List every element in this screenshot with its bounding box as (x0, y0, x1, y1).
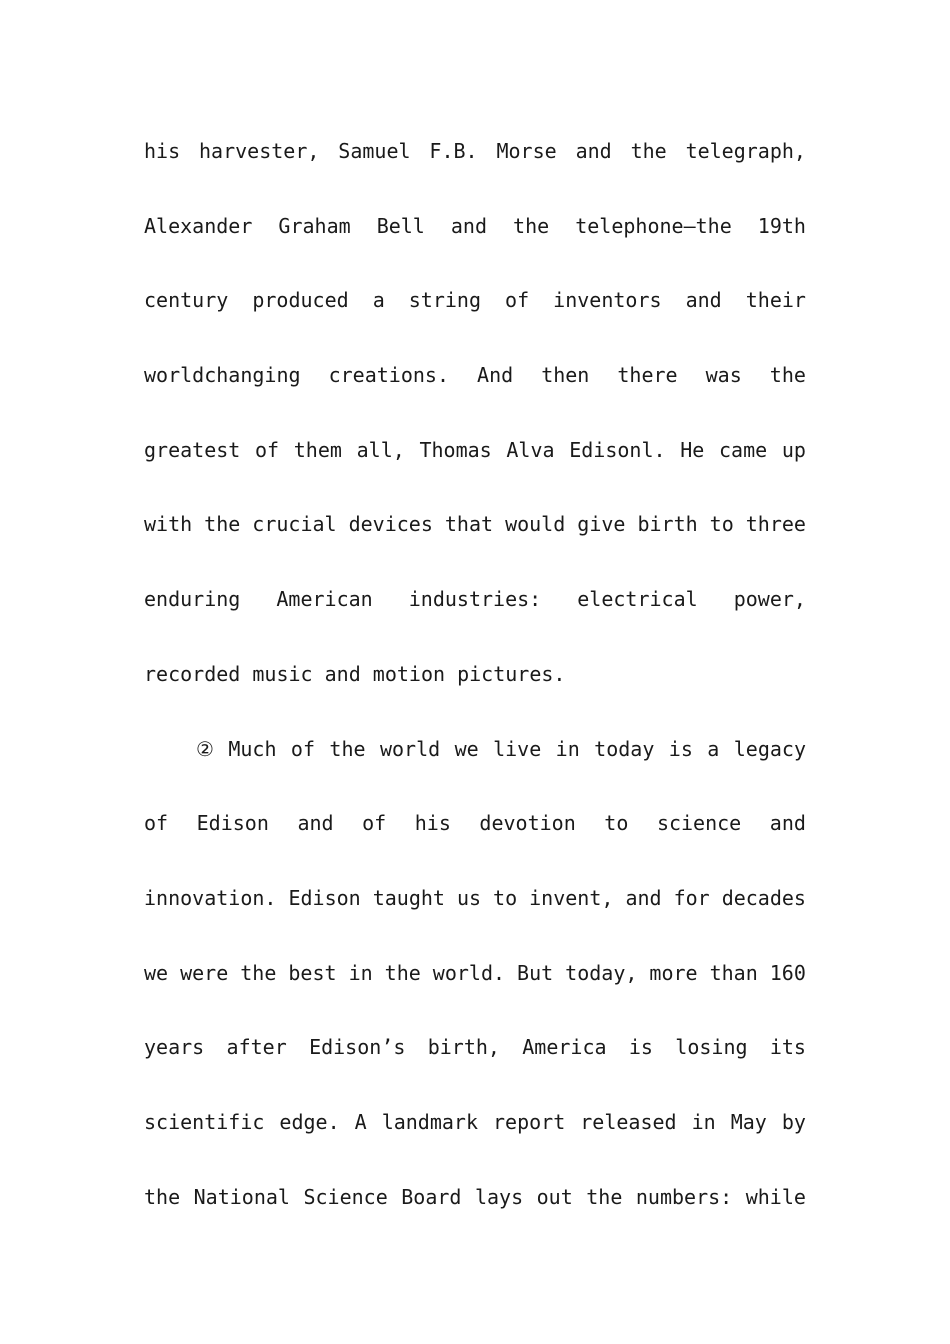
body-text (144, 114, 806, 1234)
text-line: of Edison and of his devotion to science and (144, 811, 806, 836)
text-line: scientific edge. A landmark report released in May by (144, 1109, 806, 1134)
text-line: his harvester, Samuel F.B. Morse and the telegraph, (144, 139, 806, 163)
text-line: ② Much of the world we live in today is a legacy (196, 736, 806, 761)
text-line: with the crucial devices that would give birth to three (144, 512, 806, 537)
text-line: enduring American industries: electrical power, (144, 587, 806, 612)
text-line: recorded music and motion pictures. (144, 661, 566, 686)
text-line: worldchanging creations. And then there was the (144, 363, 806, 388)
text-line: the National Science Board lays out the numbers: while (144, 1184, 806, 1209)
text-line: Alexander Graham Bell and the telephone—the 19th (144, 213, 806, 238)
text-line: years after Edison’s birth, America is losing its (144, 1035, 806, 1060)
text-line: innovation. Edison taught us to invent, and for decades (144, 885, 806, 910)
text-line: we were the best in the world. But today, more than 160 (144, 960, 806, 985)
text-line: greatest of them all, Thomas Alva Edisonl. He came up (144, 437, 806, 462)
text-line: century produced a string of inventors and their (144, 288, 806, 313)
